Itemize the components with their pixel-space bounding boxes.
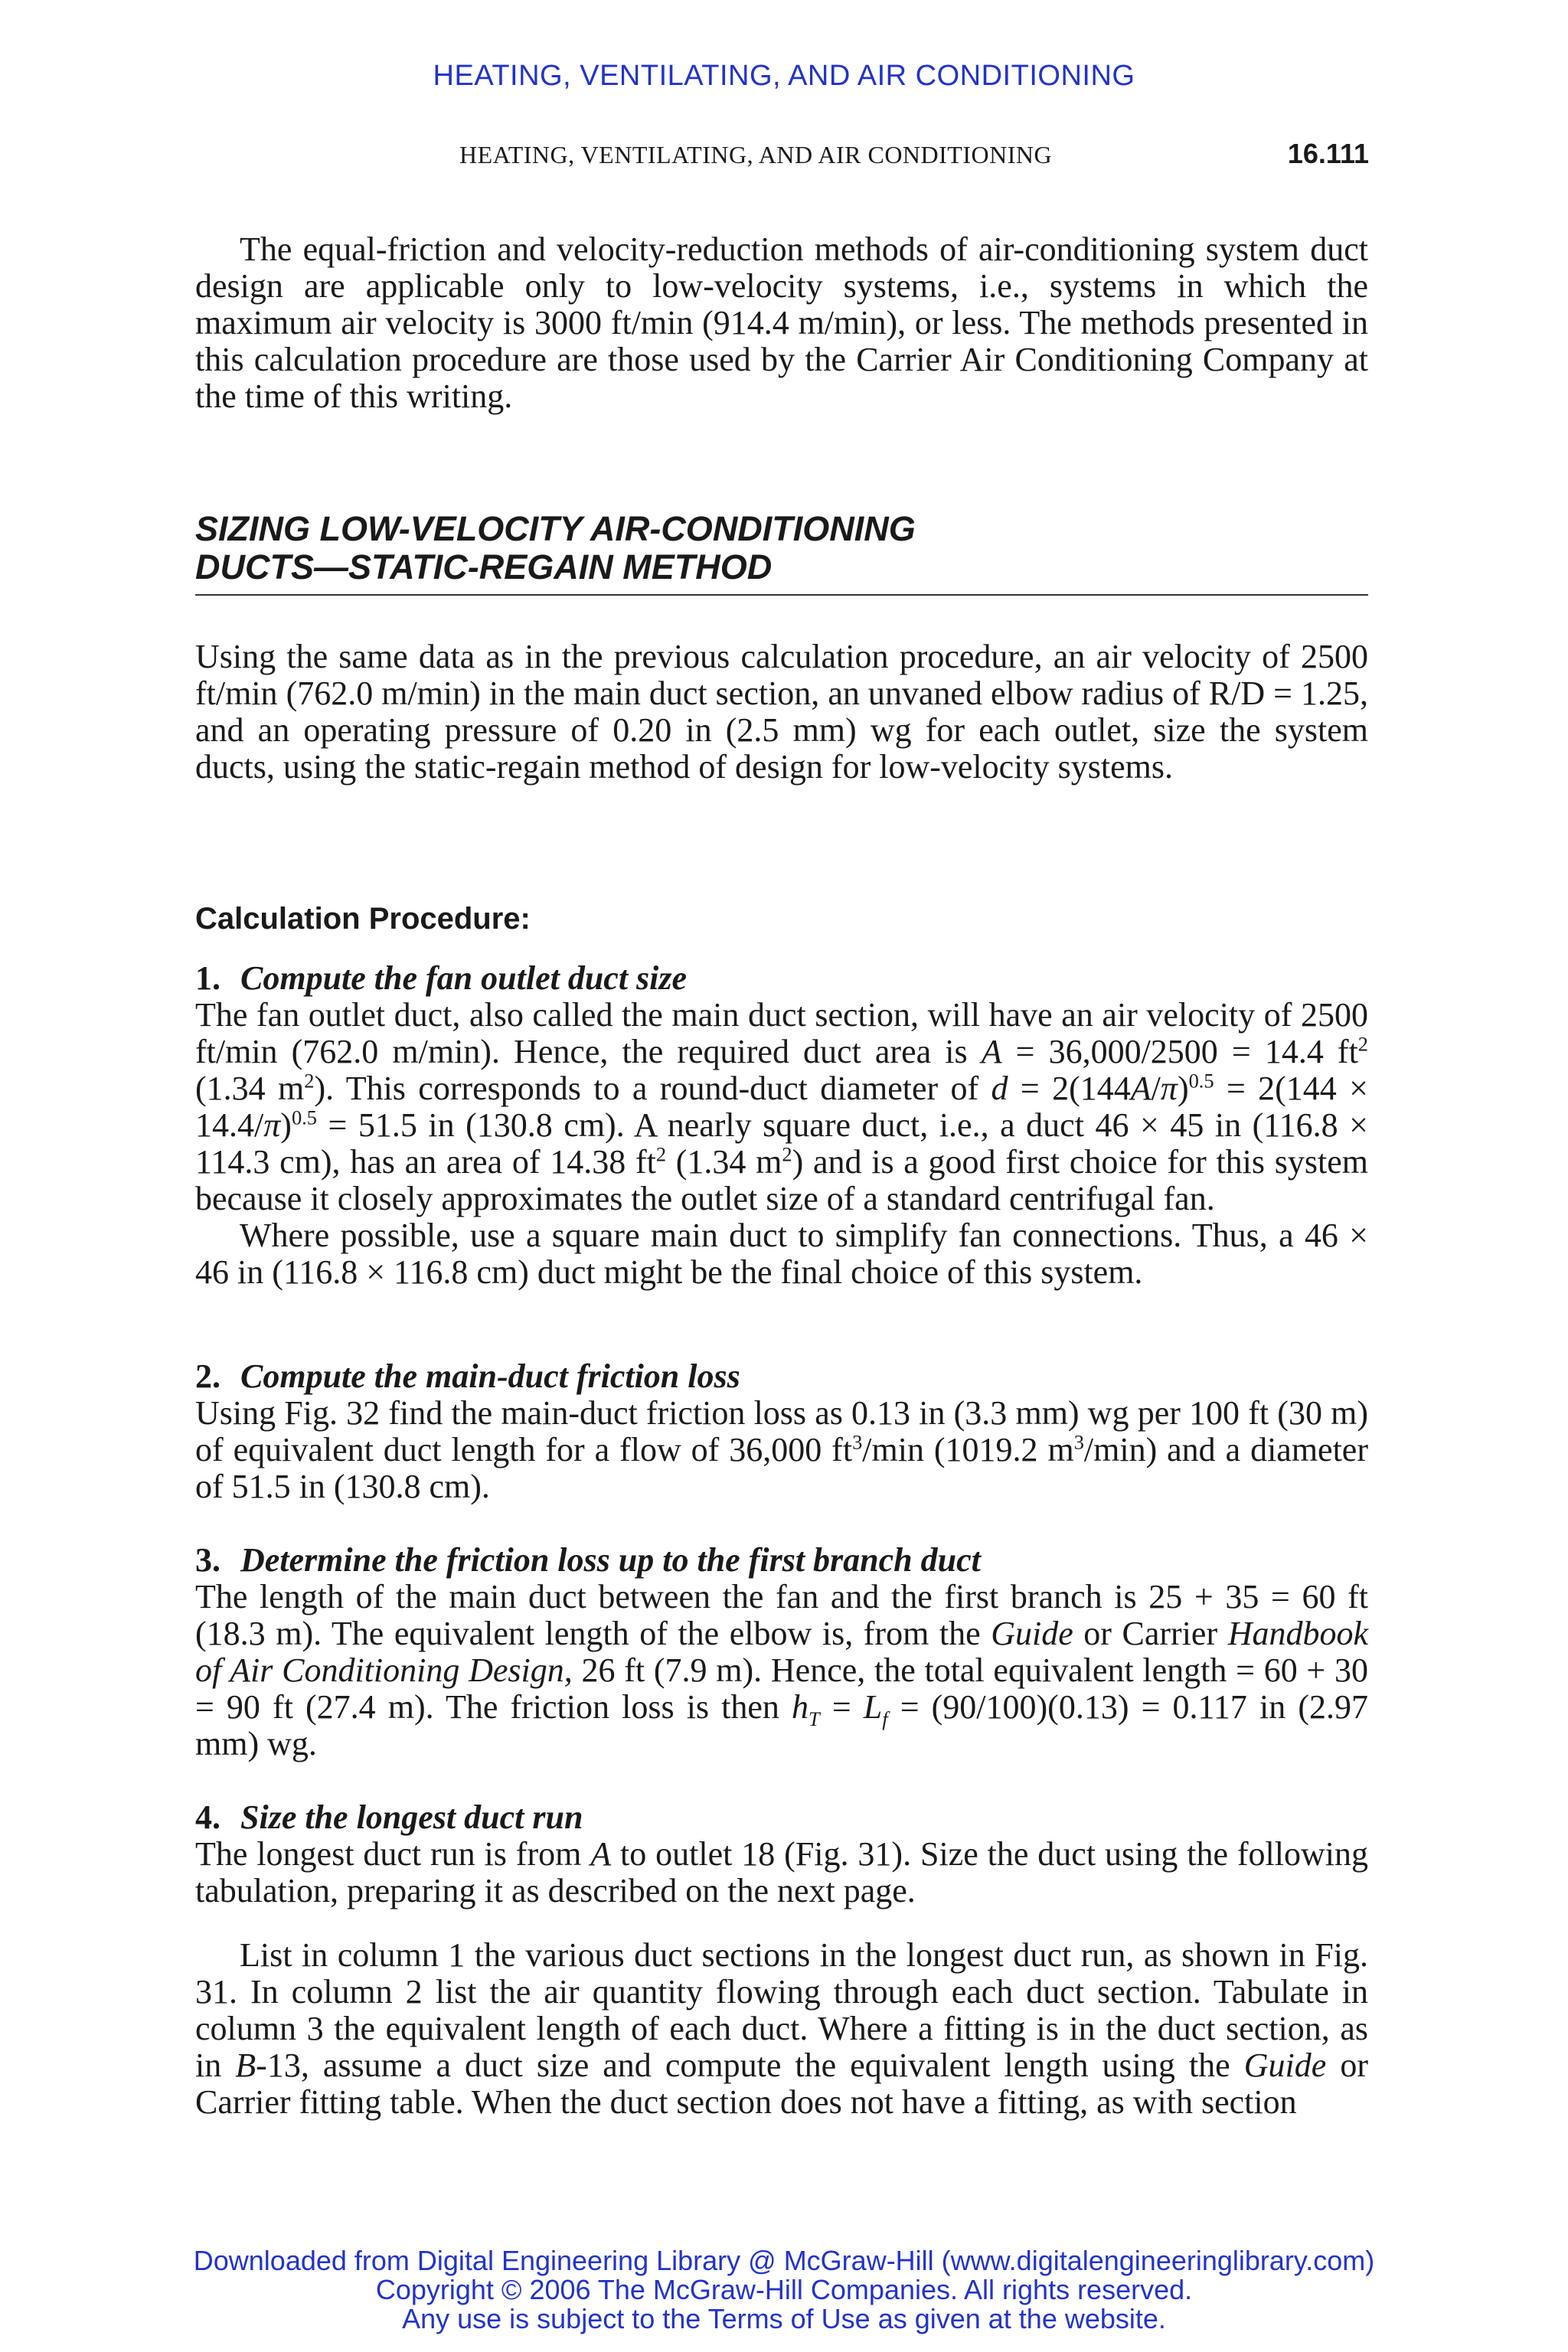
step-3-title: Determine the friction loss up to the first branch duct [240,1541,981,1579]
step-4-heading [195,1799,1368,1836]
step-3-number: 3. [195,1541,220,1579]
footer [0,2246,1568,2334]
step-4-title: Size the longest duct run [240,1798,583,1836]
step-3 [195,1542,1368,1762]
section-title [195,510,1368,596]
procedure-label: Calculation Procedure: [195,902,531,936]
step-2-number: 2. [195,1357,220,1395]
step-4 [195,1799,1368,1909]
problem-section [195,639,1368,786]
footer-download-link[interactable]: Downloaded from Digital Engineering Library @ McGraw-Hill (www.digitalengineeringlibrary.com) [193,2245,1375,2276]
step-4-paragraph-1: The longest duct run is from A to outlet 18 (Fig. 31). Size the duct using the following tabulation, preparing it as described on the next page. [195,1835,1368,1909]
step-1 [195,960,1368,1291]
step-4-continued [195,1937,1368,2121]
step-2-title: Compute the main-duct friction loss [240,1357,740,1395]
step-1-paragraph-1: The fan outlet duct, also called the main duct section, will have an air velocity of 2500 ft/min (762.0 m/min). Hence, the required duct area is A = 36,000/2500 = 14.4 $ft^2$ (1.34 $m^2$). This corresponds to a round-duct diameter of $d = 2(144A/\pi)^{0.5} = 2(144 \times 14.4/\pi)^{0.5} = 51.5$ in (130.8 cm). A nearly square duct, i.e., a duct 46 × 45 in (116.8 × 114.3 cm), has an area of 14.38 $ft^2$ (1.34 $m^2$) and is a good first choice for this system because it closely approximates the outlet size of a standard centrifugal fan. [195,996,1368,1217]
step-2-paragraph-1: Using Fig. 32 find the main-duct friction loss as 0.13 in (3.3 mm) wg per 100 ft (30 m) of equivalent duct length for a flow of 36,000 $ft^3/\min$ (1019.2 $m^3/\min$) and a diameter of 51.5 in (130.8 cm). [195,1394,1368,1505]
step-4-paragraph-2: List in column 1 the various duct sections in the longest duct run, as shown in Fig. 31. In column 2 list the air quantity flowing through each duct section. Tabulate in column 3 the equivalent length of each duct. Where a fitting is in the duct section, as in B-13, assume a duct size and compute the equivalent length using the Guide or Carrier fitting table. When the duct section does not have a fitting, as with section [195,1936,1368,2121]
step-4-number: 4. [195,1798,220,1836]
step-1-number: 1. [195,959,220,997]
step-3-heading [195,1542,1368,1579]
running-head: HEATING, VENTILATING, AND AIR CONDITIONING [459,141,1053,168]
page-number: 16.111 [1287,138,1369,169]
section-title-line-2: DUCTS—STATIC-REGAIN METHOD [195,547,773,586]
intro-paragraph: The equal-friction and velocity-reduction methods of air-conditioning system duct design are applicable only to low-velocity systems, i.e., systems in which the maximum air velocity is 3000 ft/min (914.4 m/min), or less. The methods presented in this calculation procedure are those used by the Carrier Air Conditioning Company at the time of this writing. [195,230,1368,415]
footer-terms-link[interactable]: Any use is subject to the Terms of Use as given at the website. [402,2303,1166,2334]
footer-copyright: Copyright © 2006 The McGraw-Hill Companies. All rights reserved. [375,2274,1193,2305]
intro-section [195,231,1368,415]
problem-statement: Using the same data as in the previous calculation procedure, an air velocity of 2500 ft/min (762.0 m/min) in the main duct section, an unvaned elbow radius of R/D = 1.25, and an operating pressure of 0.20 in (2.5 mm) wg for each outlet, size the system ducts, using the static-regain method of design for low-velocity systems. [195,638,1368,786]
chapter-banner-link[interactable]: HEATING, VENTILATING, AND AIR CONDITIONING [433,60,1135,92]
step-1-paragraph-2: Where possible, use a square main duct to simplify fan connections. Thus, a 46 × 46 in (116.8 × 116.8 cm) duct might be the final choice of this system. [195,1217,1368,1291]
step-2-heading [195,1358,1368,1395]
step-1-title: Compute the fan outlet duct size [240,959,688,997]
step-2 [195,1358,1368,1505]
step-3-paragraph-1: The length of the main duct between the fan and the first branch is 25 + 35 = 60 ft (18.3 m). The equivalent length of the elbow is, from the Guide or Carrier Handbook of Air Conditioning Design, 26 ft (7.9 m). Hence, the total equivalent length = 60 + 30 = 90 ft (27.4 m). The friction loss is then $h_T = L_f = (90/100)(0.13) = 0.117$ in (2.97 mm) wg. [195,1578,1368,1762]
step-1-heading [195,960,1368,997]
section-title-line-1: SIZING LOW-VELOCITY AIR-CONDITIONING [195,509,916,548]
